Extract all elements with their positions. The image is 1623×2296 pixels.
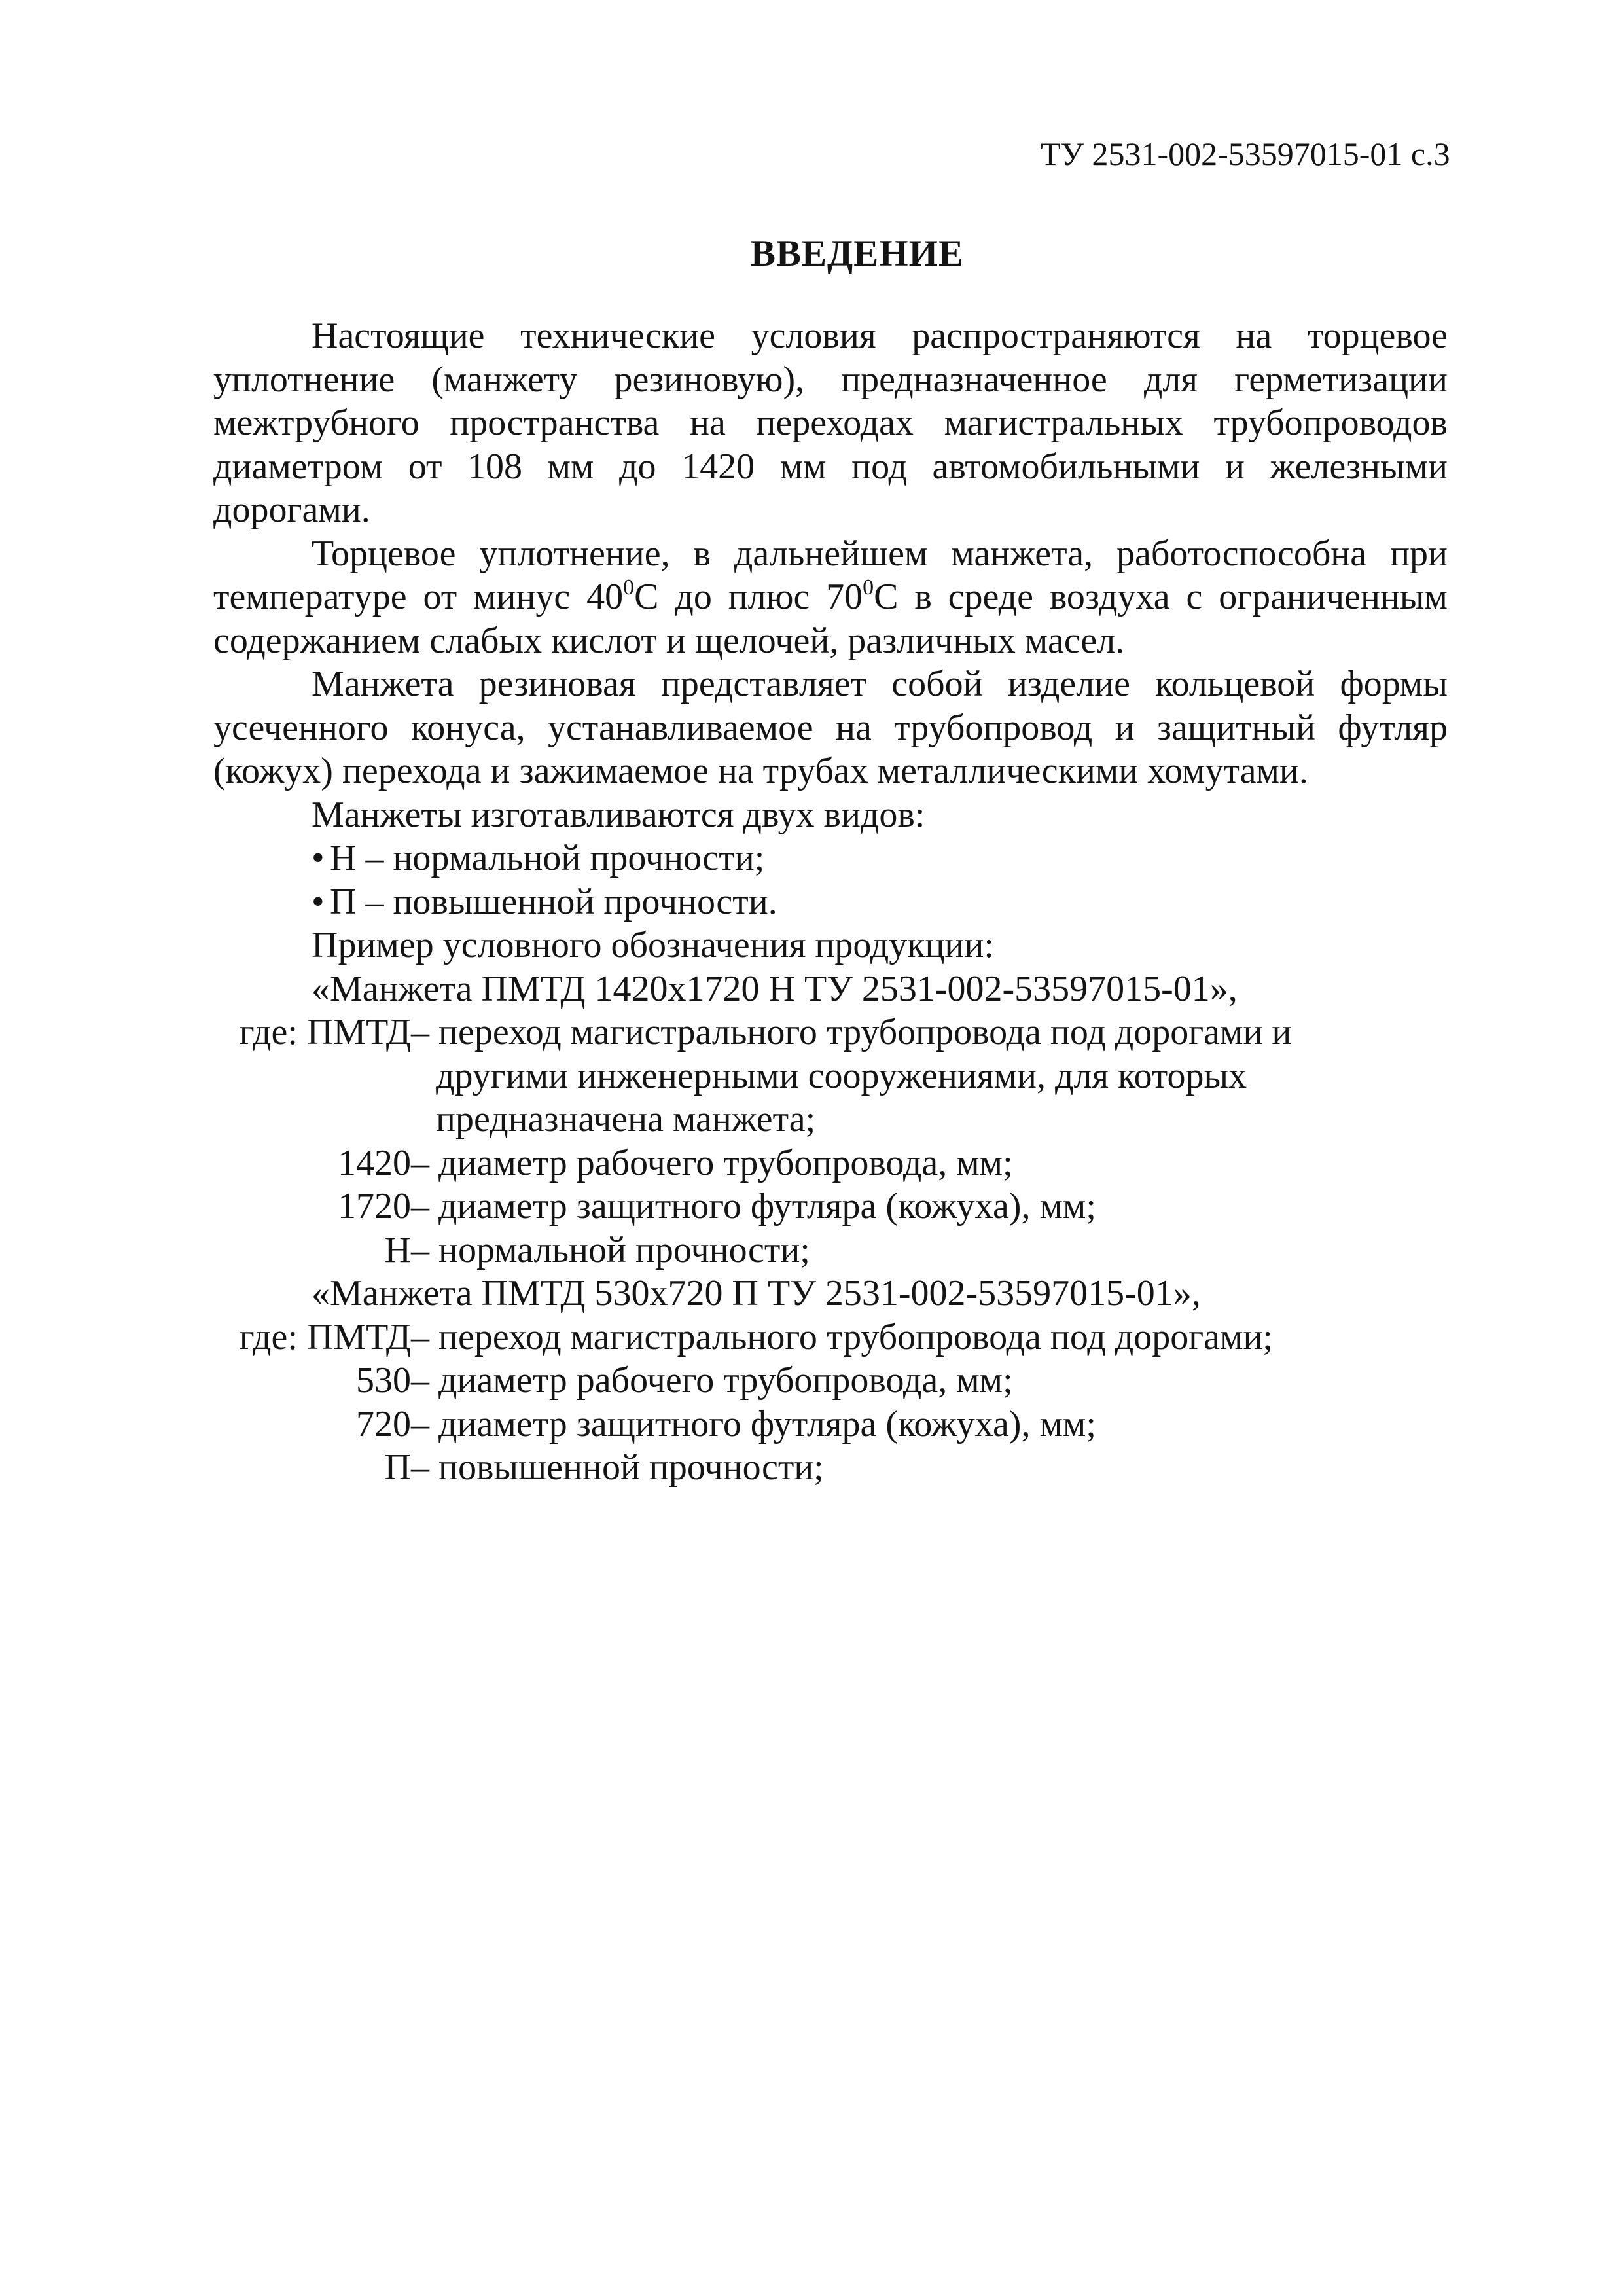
list-item: [213, 836, 1448, 880]
example-intro: Пример условного обозначения продукции:: [312, 925, 994, 965]
legend-continuation: предназначена манжета;: [436, 1099, 816, 1139]
types-intro: Манжеты изготавливаются двух видов:: [312, 794, 925, 835]
paragraph-operating-conditions: [213, 532, 1448, 663]
list-item: [213, 880, 1448, 924]
legend-row: [202, 1316, 1448, 1359]
list-item-text: Н – нормальной прочности;: [330, 838, 765, 878]
example-designation: «Манжета ПМТД 1420х1720 Н ТУ 2531-002-53597015-01»,: [312, 968, 1238, 1009]
paragraph-description: Манжета резиновая представляет собой изделие кольцевой формы усеченного конуса, устанавливаемое на трубопровод и защитный футляр (кожух) перехода и зажимаемое на трубах металлическими хомутами.: [213, 664, 1448, 791]
legend-value: – диаметр рабочего трубопровода, мм;: [411, 1360, 1013, 1401]
bullet-icon: •: [312, 881, 325, 922]
legend-key: где: ПМТД: [239, 1316, 411, 1357]
text-run: Торцевое уплотнение, в дальнейшем манжета, работоспособна при температуре от минус 40: [213, 533, 1448, 617]
example-legend: [213, 1011, 1448, 1272]
legend-key: где: ПМТД: [239, 1012, 411, 1052]
document-body: [213, 314, 1448, 1490]
legend-row: [202, 1359, 1448, 1403]
legend-row: [202, 1185, 1448, 1229]
legend-value: – переход магистрального трубопровода под дорогами;: [411, 1316, 1273, 1357]
document-code: ТУ 2531-002-53597015-01 с.3: [1041, 135, 1450, 172]
legend-row: [202, 1229, 1448, 1272]
legend-row: [202, 1141, 1448, 1185]
example-designation: «Манжета ПМТД 530х720 П ТУ 2531-002-53597015-01»,: [312, 1273, 1201, 1314]
legend-value: – переход магистрального трубопровода под дорогами и: [411, 1012, 1292, 1052]
example-legend: [213, 1316, 1448, 1490]
legend-value: – диаметр защитного футляра (кожуха), мм;: [411, 1403, 1096, 1444]
section-title: ВВЕДЕНИЕ: [751, 233, 964, 274]
legend-key: Н: [384, 1229, 411, 1270]
legend-continuation: другими инженерными сооружениями, для которых: [436, 1055, 1247, 1096]
legend-row: [202, 1011, 1448, 1054]
legend-key: 720: [356, 1403, 411, 1444]
legend-key: 1420: [338, 1142, 411, 1183]
legend-key: 1720: [338, 1186, 411, 1227]
legend-value: – нормальной прочности;: [411, 1229, 810, 1270]
legend-value: – повышенной прочности;: [411, 1447, 824, 1488]
superscript: 0: [863, 575, 874, 600]
legend-key: П: [384, 1447, 411, 1488]
legend-value: – диаметр защитного футляра (кожуха), мм;: [411, 1186, 1096, 1227]
legend-key: 530: [356, 1360, 411, 1401]
legend-row: [202, 1403, 1448, 1446]
legend-row: [202, 1446, 1448, 1490]
superscript: 0: [623, 575, 635, 600]
text-run: С в среде воздуха с ограниченным содержанием слабых кислот и щелочей, различных масел.: [213, 577, 1448, 661]
text-run: С до плюс 70: [634, 577, 863, 617]
legend-value: – диаметр рабочего трубопровода, мм;: [411, 1142, 1013, 1183]
paragraph-scope: Настоящие технические условия распространяются на торцевое уплотнение (манжету резиновую), предназначенное для герметизации межтрубного пространства на переходах магистральных трубопроводов диаметром от 108 мм до 1420 мм под автомобильными и железными дорогами.: [213, 315, 1448, 530]
bullet-icon: •: [312, 838, 325, 878]
list-item-text: П – повышенной прочности.: [330, 881, 777, 922]
